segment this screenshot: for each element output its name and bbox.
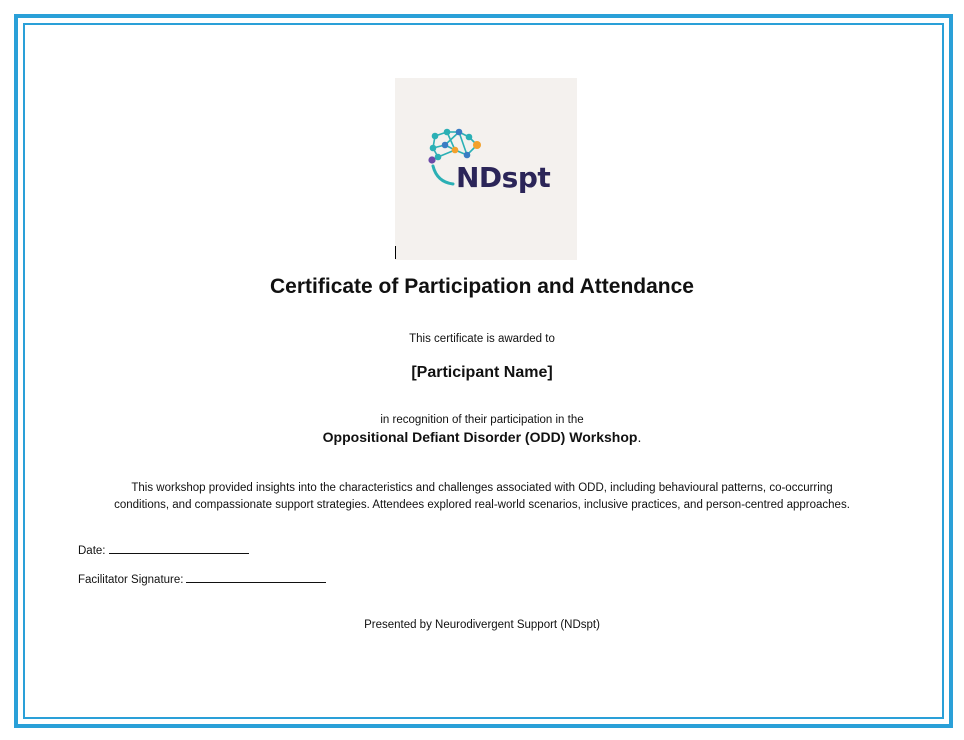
workshop-suffix: .	[637, 429, 642, 445]
workshop-description	[70, 480, 894, 514]
date-blank-line	[109, 543, 249, 554]
description-line-1: This workshop provided insights into the characteristics and challenges associated with ODD, including behavioural patterns, co-occurring	[131, 482, 833, 494]
description-line-2: conditions, and compassionate support strategies. Attendees explored real-world scenarios, inclusive practices, and person-centred approaches.	[114, 499, 850, 511]
date-label: Date:	[78, 545, 106, 557]
date-field	[78, 543, 249, 557]
text-cursor	[395, 246, 396, 259]
signature-field	[78, 572, 326, 586]
signature-label: Facilitator Signature:	[78, 574, 184, 586]
signature-blank-line	[186, 572, 326, 583]
workshop-line	[0, 429, 964, 445]
presented-by: Presented by Neurodivergent Support (NDspt)	[364, 619, 600, 631]
logo-wordmark: NDspt	[456, 161, 551, 194]
certificate-title: Certificate of Participation and Attendance	[270, 275, 694, 298]
ndspt-logo	[395, 78, 577, 260]
workshop-name: Oppositional Defiant Disorder (ODD) Workshop	[322, 429, 638, 445]
recognition-text: in recognition of their participation in the	[380, 414, 584, 426]
participant-name: [Participant Name]	[411, 364, 553, 381]
awarded-text: This certificate is awarded to	[409, 333, 555, 345]
